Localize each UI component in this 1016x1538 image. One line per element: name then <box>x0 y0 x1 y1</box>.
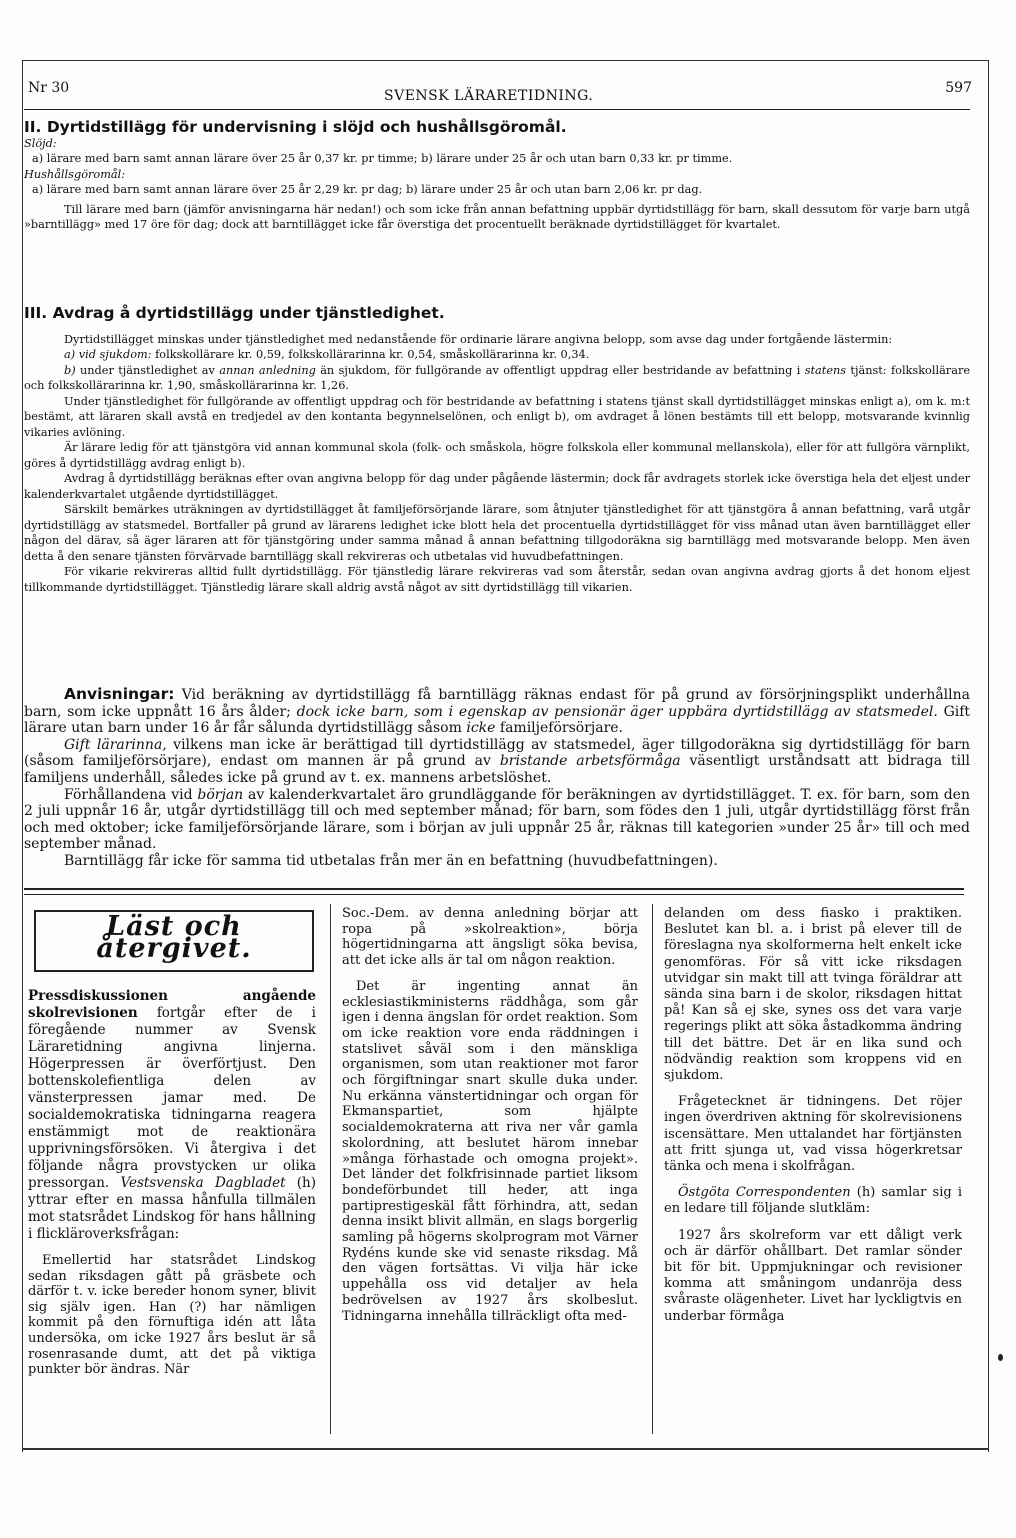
anvisningar-p2 <box>24 737 970 787</box>
anvisningar-head: Anvisningar: <box>64 685 175 703</box>
anvisningar <box>24 686 970 870</box>
col2-p1: Soc.-Dem. av denna anledning börjar att ropa på »skolreaktion», börja högertidningarna att ängsligt söka bevisa, att det icke alls är tal om någon reaktion. <box>342 906 638 969</box>
masthead: Läst och återgivet. <box>96 911 252 964</box>
section-3-intro: Dyrtidstillägget minskas under tjänstledighet med nedanstående för ordinarie lärare angivna belopp, som avse dag under fortgående lästermin: <box>64 332 893 346</box>
anvisningar-p3 <box>24 787 970 853</box>
page-number: 597 <box>945 80 972 96</box>
col3-p3-italic: Östgöta Correspondenten <box>678 1185 851 1201</box>
anv-p3c: av kalenderkvartalet äro grundläggande för beräkningen av dyrtidstillägget. T. ex. för barn, som den 2 juli uppnår 16 år, utgår dyrtidstillägg till och med september månad; för barn, som födes den 1 juli, utgår dyrtidstillägg först från och med oktober; icke familjeförsörjande lärare, som i början av juli uppnår 25 år, räknas till kategorien »under 25 år» till och med september månad. <box>24 786 970 853</box>
column-rule-1 <box>330 904 331 1434</box>
col2-p2: Det är ingenting annat än ecklesiastikministerns räddhåga, som går igen i denna ängslan för ordet reaktion. Som om icke reaktion vore enda räddningen i statslivet såväl som i den mänskliga organismen, som utan reaktioner mot faror och förgiftningar snart skulle duka under. Nu erkänna vänstertidningar och organ för Ekmanspartiet, som hjälpte socialdemokraterna att riva ner vår gamla skolordning, att beslutet härom innebar »många förhastade och omogna projekt». Det länder det folkfrisinnade partiet liksom bondeförbundet till heder, att inga partiprestigeskäl fått förhindra, att, sedan denna insikt blivit allmän, en slags borgerlig samling på högerns skolprogram mot Värner Rydéns kunde ske vid senaste riksdag. Må den vägen fortsättas. Vi vilja här icke uppehålla oss vid detaljer av hela bedrövelsen av 1927 års skolbeslut. Tidningarna innehålla tillräckligt ofta med- <box>342 978 638 1324</box>
col3-p3-rest: (h) samlar sig i en ledare till följande slutkläm: <box>664 1185 963 1217</box>
section-2-paragraph: Till lärare med barn (jämför anvisningarna här nedan!) och som icke från annan befattning uppbär dyrtidstillägg för barn, skall dessutom för varje barn utgå »barntillägg» med 17 öre för dag; dock att barntillägget icke får överstiga det procentuellt beräknade dyrtidstillägget för kvartalet. <box>24 202 970 231</box>
col1-p1-rest: fortgår efter de i föregående nummer av Svensk Läraretidning angivna linjerna. Högerpressen är överförtjust. Den bottenskolefientliga delen av vänsterpressen jamar med. De socialdemokratiska tidningarna reagera enstämmigt mot de reaktionära upprivningsförsöken. Vi återgiva i det följande några provstycken ur olika pressorgan. <box>28 1005 317 1191</box>
header-rule <box>24 109 970 110</box>
section-divider <box>24 888 964 895</box>
page-frame-top <box>22 60 989 61</box>
section-3 <box>24 306 970 595</box>
item-b-text-2: än sjukdom, för fullgörande av offentligt uppdrag eller bestridande av befattning i <box>320 363 801 377</box>
col1-p1 <box>28 988 316 1243</box>
anvisningar-p1 <box>24 686 970 737</box>
page-frame-bottom <box>22 1448 989 1450</box>
anvisningar-p4: Barntillägg får icke för samma tid utbetalas från mer än en befattning (huvudbefattningen). <box>64 852 718 869</box>
newspaper-title: SVENSK LÄRARETIDNING. <box>384 88 594 104</box>
section-3-p3: Är lärare ledig för att tjänstgöra vid annan kommunal skola (folk- och småskola, högre folkskola eller kommunal mellanskola), eller för att fullgöra värnplikt, göres å dyrtidstillägg avdrag enligt b). <box>24 441 970 470</box>
slojd-text: a) lärare med barn samt annan lärare över 25 år 0,37 kr. pr timme; b) lärare under 25 år och utan barn 0,33 kr. pr timme. <box>32 152 733 165</box>
section-3-title: III. Avdrag å dyrtidstillägg under tjänstledighet. <box>24 304 445 322</box>
page-frame-right <box>988 60 989 1452</box>
anv-p3b: början <box>197 786 244 803</box>
slojd-label: Slöjd: <box>24 136 57 150</box>
section-3-p6: För vikarie rekvireras alltid fullt dyrtidstillägg. För tjänstledig lärare rekvireras vad som återstår, sedan ovan angivna avdrag gjorts å det honom eljest tillkommande dyrtidstillägget. Tjänstledig lärare skall aldrig avstå något av sitt dyrtidstillägg till vikarien. <box>24 565 970 594</box>
section-3-p5: Särskilt bemärkes uträkningen av dyrtidstillägget åt familjeförsörjande lärare, som åtnjuter tjänstledighet för att tjänstgöra å annan befattning, varå utgår dyrtidstillägg av statsmedel. Bortfaller på grund av lärarens ledighet icke blott hela det procentuella dyrtidstillägget för viss månad utan även barntillägget eller någon del därav, så äger läraren att för tjänstgöring under samma månad å annan befattning tillgodoräkna sig barntillägg med motsvarande belopp. Men även detta å den senare tjänsten förvärvade barntillägg skall rekvireras och utbetalas vid huvudbefattningen. <box>24 503 970 563</box>
column-1 <box>28 904 316 1388</box>
item-b-italic: annan anledning <box>219 363 316 377</box>
col1-p1-italic: Vestsvenska Dagbladet <box>120 1175 286 1191</box>
hush-label: Hushållsgöromål: <box>24 167 126 181</box>
col1-p2: Emellertid har statsrådet Lindskog sedan riksdagen gått på gräsbete och därför t. v. icke bereder honom syner, blivit sig själv igen. Han (?) har nämligen kommit på den förnuftiga idén att låta undersöka, om icke 1927 års beslut är så rosenrasande dumt, att det på viktiga punkter bör ändras. När <box>28 1253 316 1378</box>
anv-p1a: Vid beräkning av dyrtidstillägg få barntillägg räknas endast för på grund av försörjningsplikt underhållna barn, som icke uppnått 16 års ålder; <box>24 687 971 720</box>
column-rule-2 <box>652 904 653 1434</box>
anv-p1b: dock icke barn, som i egenskap av pensionär äger uppbära dyrtidstillägg av statsmedel. <box>296 703 938 720</box>
anv-p2a: Gift lärarinna, <box>64 736 167 753</box>
section-2-title: II. Dyrtidstillägg för undervisning i slöjd och hushållsgöromål. <box>24 118 567 136</box>
anv-p2c: bristande arbetsförmåga <box>499 753 681 770</box>
item-b-text-1: under tjänstledighet av <box>79 363 215 377</box>
col3-p4: 1927 års skolreform var ett dåligt verk och är därför ohållbart. Det ramlar sönder bit för bit. Uppmjukningar och revisioner komma att småningom undanröja dess svåraste olägenheter. Livet har lyckligtvis en underbar förmåga <box>664 1227 962 1324</box>
issue-number: Nr 30 <box>28 80 70 96</box>
anv-p3a: Förhållandena vid <box>64 786 193 803</box>
hush-text: a) lärare med barn samt annan lärare över 25 år 2,29 kr. pr dag; b) lärare under 25 år och utan barn 2,06 kr. pr dag. <box>32 183 703 196</box>
page-header <box>24 80 972 106</box>
section-3-item-a <box>24 347 970 363</box>
item-b-label: b) <box>64 363 76 377</box>
section-3-p4: Avdrag å dyrtidstillägg beräknas efter ovan angivna belopp för dag under pågående lästermin; dock får avdragets storlek icke överstiga hela det eljest under kalenderkvartalet utgående dyrtidstillägget. <box>24 472 970 501</box>
page-frame-left <box>22 60 23 1452</box>
anv-p1c: Gift lärare utan barn under 16 år får sålunda dyrtidstillägg såsom <box>24 703 971 737</box>
section-3-p2: Under tjänstledighet för fullgörande av offentligt uppdrag och för bestridande av befattning i statens tjänst skall dyrtidstillägget minskas enligt a), om k. m:t bestämt, att läraren skall avstå en tredjedel av den kontanta begynnelselönen, och enligt b), om avdraget å lönen bestämts till ett belopp, motsvarande kvinnlig vikaries avlöning. <box>24 394 970 439</box>
column-3 <box>664 906 962 1335</box>
item-b-text-3: tjänst: folkskollärare och folkskollärarinna kr. 1,90, småskollärarinna kr. 1,26. <box>24 363 971 392</box>
col3-p3 <box>664 1185 962 1217</box>
col1-p1-bold: Pressdiskussionen angående skolrevisionen <box>28 988 316 1021</box>
anv-p1d: icke <box>466 720 496 737</box>
ink-dot <box>998 1354 1003 1361</box>
col3-p2: Frågetecknet är tidningens. Det röjer ingen överdriven aktning för skolrevisionens iscensättare. Men uttalandet har förtjänsten att fritt sjunga ut, vad vissa högerkretsar tänka och mena i skolfrågan. <box>664 1094 962 1175</box>
item-a-text: folkskollärare kr. 0,59, folkskollärarinna kr. 0,54, småskollärarinna kr. 0,34. <box>155 348 590 361</box>
col1-p1-end: (h) yttrar efter en massa hånfulla tillmälen mot statsrådet Lindskog för hans hållning i flickläroverksfrågan: <box>28 1175 317 1242</box>
section-3-item-b <box>24 363 970 394</box>
section-2 <box>24 120 970 233</box>
item-b-italic-2: statens <box>804 363 847 377</box>
item-a-label: a) vid sjukdom: <box>64 348 152 361</box>
anv-p2d: väsentligt urståndsatt att bidraga till familjens underhåll, således icke på grund av t. ex. mannens arbetslöshet. <box>24 753 971 786</box>
anv-p1e: familjeförsörjare. <box>499 720 623 737</box>
masthead-box <box>34 910 314 972</box>
col3-p1: delanden om dess fiasko i praktiken. Beslutet kan bl. a. i brist på elever till de föreslagna nya skolformerna helt enkelt icke genomföras. För så vitt icke riksdagen utvidgar sin makt till att tvinga föräldrar att sända sina barn i de skolor, riksdagen hittat på! Kan så ej ske, synes oss det vara varje regerings plikt att söka åstadkomma ändring till det bättre. Det är en lika sund och nödvändig reaktion som kroppens vid en sjukdom. <box>664 906 962 1084</box>
column-2 <box>342 906 638 1334</box>
anv-p2b: vilkens man icke är berättigad till dyrtidstillägg av statsmedel, äger tillgodoräkna sig dyrtidstillägg för barn (såsom familjeförsörjare), endast om mannen är på grund av <box>24 736 970 770</box>
